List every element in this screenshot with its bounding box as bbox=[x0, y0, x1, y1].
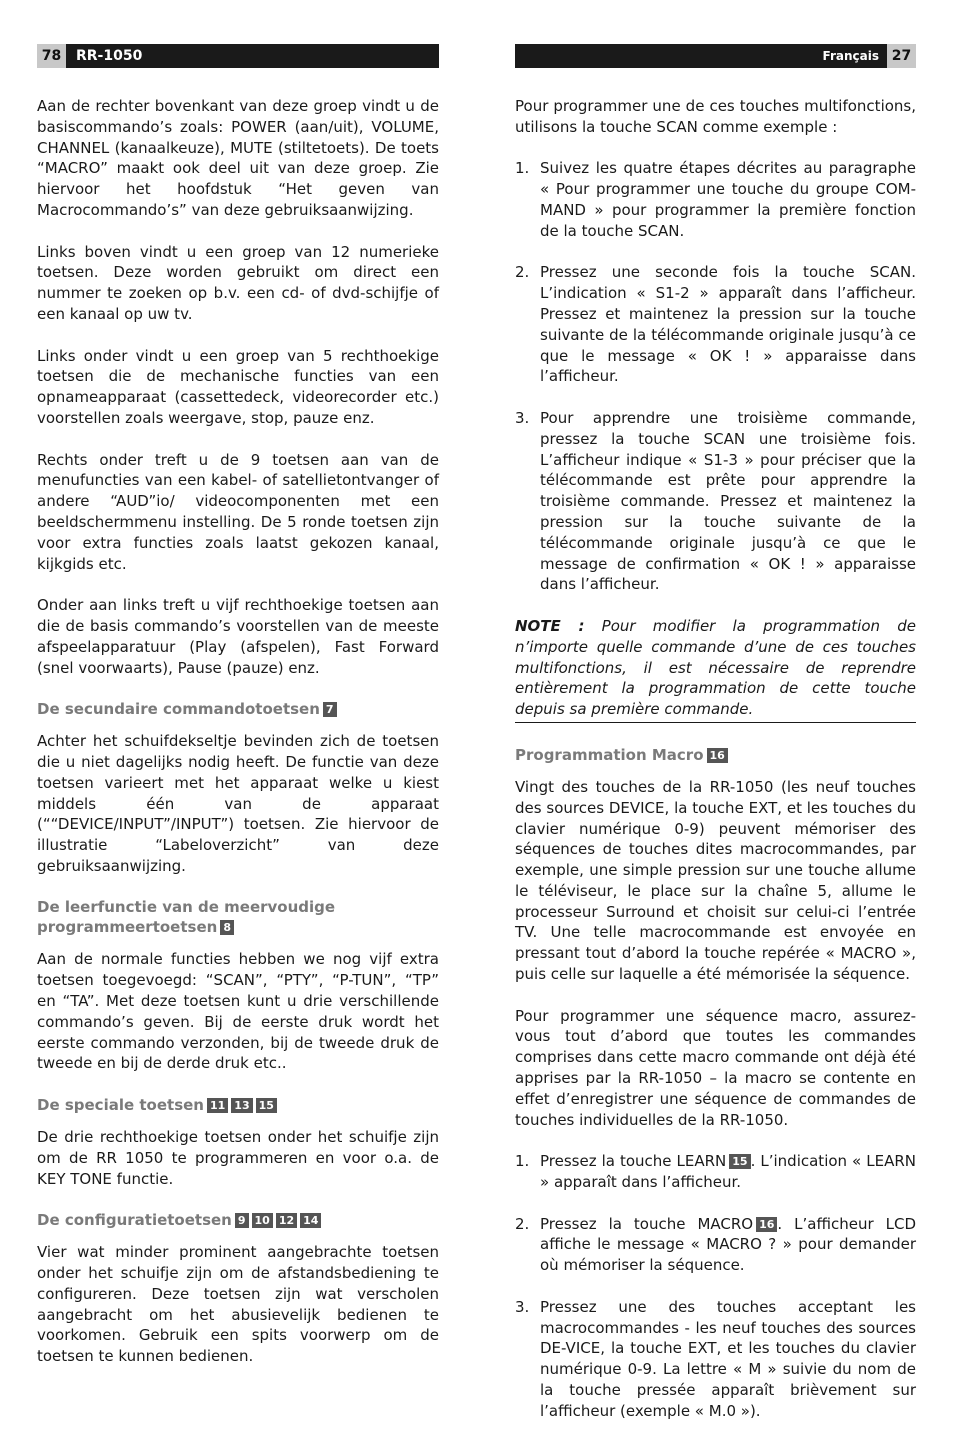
paragraph: Pour programmer une séquence macro, assurez-vous tout d’abord que toutes les commandes comprises dans cette macro commande ont déjà été apprises par la RR-1050 – la macro se contente en effet d’enregistrer une séquence de commandes de touches individuelles de la RR-1050. bbox=[515, 1006, 916, 1129]
paragraph: Vingt des touches de la RR-1050 (les neuf touches des sources DEVICE, la touche EXT, et les touches du clavier numérique 0-9) peuvent mémoriser des séquences de touches dites macrocommandes, par exemple, une simple pression sur une touche allume le téléviseur, le place sur la chaîne 5, allume le processeur Surround et choisit sur celui-ci l’entrée TV. Une telle macrocommande est envoyée en pressant tout d’abord la touche repérée « MACRO », puis celle sur laquelle a été mémorisée la séquence. bbox=[515, 777, 916, 984]
list-text: Pour apprendre une troisième commande, pressez la touche SCAN une troisième fois. L’afficheur indique « S1-3 » pour préciser que la télécommande est prête pour apprendre la troisième commande. Pressez et maintenez la pression sur la touche suivante de la télécommande originale jusqu’à ce que le message de confirmation « OK ! » apparaisse dans l’afficheur. bbox=[540, 408, 916, 594]
reference-badges bbox=[232, 1211, 322, 1229]
reference-badges bbox=[217, 918, 234, 936]
list-text: Suivez les quatre étapes décrites au paragraphe « Pour programmer une touche du groupe COM-MAND » pour programmer la première fonction de la touche SCAN. bbox=[540, 159, 916, 240]
list-number: 2. bbox=[515, 263, 530, 282]
reference-badge: 7 bbox=[323, 702, 337, 717]
section-heading bbox=[37, 699, 439, 719]
reference-badges bbox=[704, 746, 728, 764]
reference-badges bbox=[320, 700, 337, 718]
reference-badge: 8 bbox=[220, 920, 234, 935]
paragraph: Pour programmer une de ces touches multifonctions, utilisons la touche SCAN comme exemple : bbox=[515, 97, 916, 136]
reference-badge: 15 bbox=[256, 1098, 277, 1113]
left-column bbox=[37, 96, 439, 1388]
page-number: 27 bbox=[887, 44, 916, 68]
list-text: Pressez une des touches acceptant les macrocommandes - les neuf touches des sources DE-VICE, la touche EXT, et les touches du clavier numérique 0-9. La lettre « M » suivie du nom de la touche pressée apparaît brièvement sur l’afficheur (exemple « M.0 »). bbox=[540, 1297, 916, 1420]
paragraph: Links boven vindt u een groep van 12 numerieke toetsen. Deze worden gebruikt om direct een nummer te zoeken op b.v. een cd- of dvd-schijfje of een kanaal op uw tv. bbox=[37, 242, 439, 323]
list-item bbox=[515, 408, 916, 595]
list-number: 3. bbox=[515, 1297, 530, 1316]
reference-badge: 10 bbox=[252, 1213, 273, 1228]
paragraph: Links onder vindt u een groep van 5 rechthoekige toetsen die de mechanische functies van een opnameapparaat (cassettedeck, videorecorder etc.) voorstellen zoals weergave, stop, pauze enz. bbox=[37, 346, 439, 427]
reference-badge: 12 bbox=[276, 1213, 297, 1228]
heading-text: De secundaire commandotoetsen bbox=[37, 700, 320, 719]
heading-text: Programmation Macro bbox=[515, 745, 704, 764]
list-number: 1. bbox=[515, 159, 530, 178]
section-heading bbox=[515, 745, 916, 765]
reference-badge: 13 bbox=[231, 1098, 252, 1113]
list-text-part: Pressez la touche LEARN bbox=[540, 1152, 727, 1171]
list-text-part: . L’afficheur LCD affiche le message « MACRO ? » pour demander où mémoriser la séquence. bbox=[540, 1214, 916, 1275]
note-label: NOTE : bbox=[515, 616, 585, 635]
heading-text: De speciale toetsen bbox=[37, 1096, 204, 1115]
list-item bbox=[515, 1214, 916, 1276]
reference-badge: 14 bbox=[300, 1213, 321, 1228]
section-heading bbox=[37, 1095, 439, 1115]
list-item bbox=[515, 262, 916, 387]
list-text bbox=[540, 1151, 916, 1193]
list-item bbox=[515, 1297, 916, 1422]
section-heading bbox=[37, 897, 439, 937]
heading-text: De configuratietoetsen bbox=[37, 1211, 232, 1230]
header-bar-right bbox=[515, 44, 916, 68]
paragraph: Aan de normale functies hebben we nog vijf extra toetsen toegevoegd: “SCAN”, “PTY”, “P-TUN”, “TP” en “TA”. Met deze toetsen kunt u drie verschillende commando’s geven. Bij de eerste druk wordt het eerste commando verzonden, bij de tweede druk de tweede en bij de derde druk etc.. bbox=[37, 950, 439, 1073]
reference-badge: 16 bbox=[756, 1217, 777, 1232]
list-number: 2. bbox=[515, 1214, 530, 1233]
list-text-part: . L’indication « LEARN » apparaît dans l’afficheur. bbox=[540, 1152, 916, 1192]
list-item bbox=[515, 158, 916, 241]
section-heading bbox=[37, 1210, 439, 1230]
list-item bbox=[515, 1151, 916, 1193]
list-text-part: Pressez la touche MACRO bbox=[540, 1214, 754, 1233]
list-text bbox=[540, 1214, 916, 1276]
header-title: Français bbox=[822, 49, 879, 63]
numbered-list bbox=[515, 1151, 916, 1421]
header-title: RR-1050 bbox=[76, 48, 143, 64]
paragraph: Achter het schuifdekseltje bevinden zich de toetsen die u niet dagelijks nodig heeft. De functie van deze toetsen varieert met het apparaat welke u kiest middels één van de apparaat (““DEVICE/INPUT”/INPUT”) toetsen. Zie hiervoor de illustratie “Labeloverzicht” van deze gebruiksaanwijzing. bbox=[37, 732, 439, 875]
list-number: 1. bbox=[515, 1152, 530, 1171]
paragraph: Vier wat minder prominent aangebrachte toetsen onder het schuifje zijn om de afstandsbediening te configureren. Deze toetsen zijn wat verscholen aangebracht om het abusievelijk bedienen te voorkomen. Gebruik een spits voorwerp om de toetsen te kunnen bedienen. bbox=[37, 1243, 439, 1366]
heading-text: De leerfunctie van de meervoudige bbox=[37, 898, 336, 917]
reference-badge: 9 bbox=[235, 1213, 249, 1228]
paragraph: Aan de rechter bovenkant van deze groep vindt u de basiscommando’s zoals: POWER (aan/uit), VOLUME, CHANNEL (kanaalkeuze), MUTE (stiltetoets). De toets “MACRO” maakt ook deel uit van deze groep. Zie hiervoor het hoofdstuk “Het geven van Macrocommando’s” van deze gebruiksaanwijzing. bbox=[37, 97, 439, 219]
numbered-list bbox=[515, 158, 916, 595]
reference-badge: 16 bbox=[707, 748, 728, 763]
paragraph: Onder aan links treft u vijf rechthoekige toetsen aan die de basis commando’s voorstellen van de meeste afspeelapparatuur (Play (afspelen), Fast Forward (snel voorwaarts), Pause (pauze) enz. bbox=[37, 596, 439, 677]
header-bar-left bbox=[37, 44, 439, 68]
list-number: 3. bbox=[515, 408, 530, 427]
heading-text: programmeertoetsen bbox=[37, 918, 218, 937]
right-column bbox=[515, 96, 916, 1442]
reference-badge: 15 bbox=[729, 1154, 750, 1169]
paragraph: De drie rechthoekige toetsen onder het schuifje zijn om de RR 1050 te programmeren en voor o.a. de KEY TONE functie. bbox=[37, 1128, 439, 1188]
paragraph: Rechts onder treft u de 9 toetsen aan van de menufuncties van een kabel- of satellietontvanger of andere “AUD”io/ videocomponenten met een beeldschermmenu instelling. De 5 ronde toetsen zijn voor extra functies zoals laatst gekozen kanaal, kijkgids etc. bbox=[37, 450, 439, 573]
reference-badges bbox=[204, 1096, 277, 1114]
note bbox=[515, 616, 916, 723]
reference-badge: 11 bbox=[207, 1098, 228, 1113]
list-text: Pressez une seconde fois la touche SCAN. L’indication « S1-2 » apparaît dans l’afficheur. Pressez et maintenez la pression sur la touche suivante de la télécommande originale jusqu’à ce que le message « OK ! » apparaisse dans l’afficheur. bbox=[540, 263, 916, 386]
page-number: 78 bbox=[37, 44, 66, 68]
note-text: Pour modifier la programmation de n’importe quelle commande d’une de ces touches multifonctions, il est nécessaire de reprendre entièrement la programmation de cette touche depuis sa première commande. bbox=[515, 616, 916, 719]
